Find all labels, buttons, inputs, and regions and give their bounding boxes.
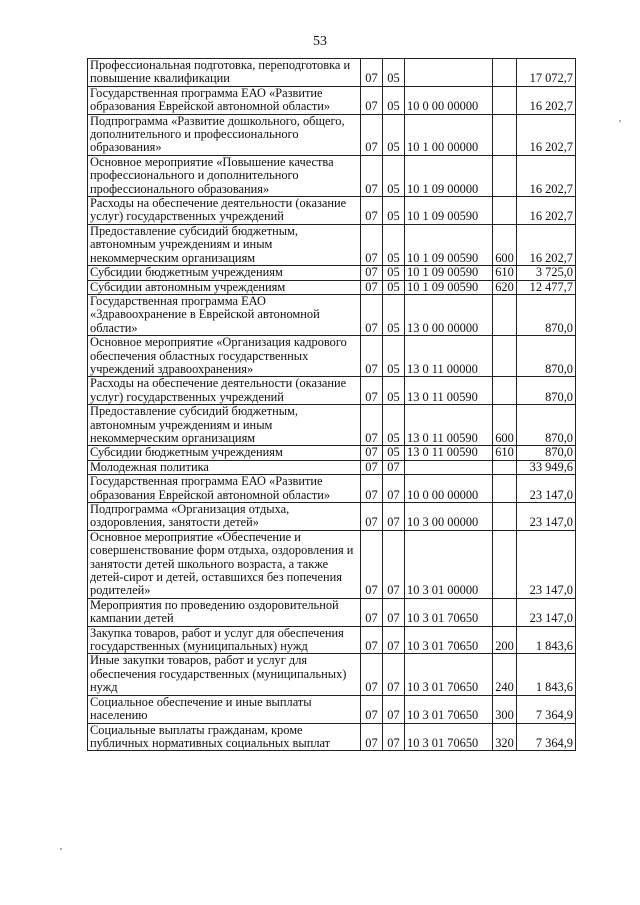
row-section-cell: 07: [361, 723, 383, 751]
row-amount-cell: 33 949,6: [517, 460, 576, 474]
table-row: [88, 626, 576, 654]
row-target-article-cell: 13 0 11 00000: [405, 336, 493, 377]
row-subsection-cell: 05: [383, 266, 405, 280]
table-row: [88, 336, 576, 377]
row-amount-cell: 870,0: [517, 405, 576, 446]
row-subsection-cell: 07: [383, 475, 405, 503]
row-section-cell: 07: [361, 197, 383, 225]
row-target-article-cell: 13 0 11 00590: [405, 377, 493, 405]
row-name-cell: Основное мероприятие «Повышение качества профессионального и дополнительного профессионального образования»: [88, 155, 361, 196]
row-amount-cell: 1 843,6: [517, 626, 576, 654]
row-subsection-cell: 07: [383, 598, 405, 626]
row-section-cell: 07: [361, 114, 383, 155]
row-section-cell: 07: [361, 294, 383, 335]
row-amount-cell: 23 147,0: [517, 598, 576, 626]
row-target-article-cell: 10 0 00 00000: [405, 475, 493, 503]
row-target-article-cell: 10 3 01 70650: [405, 723, 493, 751]
row-section-cell: 07: [361, 266, 383, 280]
table-row: [88, 197, 576, 225]
row-expense-type-cell: [493, 59, 517, 87]
table-row: [88, 405, 576, 446]
row-subsection-cell: 05: [383, 377, 405, 405]
row-name-cell: Иные закупки товаров, работ и услуг для обеспечения государственных (муниципальных) нужд: [88, 654, 361, 695]
table-row: [88, 86, 576, 114]
row-subsection-cell: 05: [383, 280, 405, 294]
row-expense-type-cell: 600: [493, 224, 517, 265]
row-subsection-cell: 05: [383, 197, 405, 225]
row-section-cell: 07: [361, 377, 383, 405]
row-target-article-cell: 13 0 11 00590: [405, 446, 493, 460]
row-subsection-cell: 07: [383, 723, 405, 751]
row-expense-type-cell: [493, 377, 517, 405]
row-section-cell: 07: [361, 86, 383, 114]
row-section-cell: 07: [361, 460, 383, 474]
row-target-article-cell: 10 1 09 00000: [405, 155, 493, 196]
budget-table: [87, 58, 576, 751]
row-expense-type-cell: [493, 475, 517, 503]
row-expense-type-cell: 610: [493, 446, 517, 460]
row-expense-type-cell: [493, 336, 517, 377]
row-name-cell: Государственная программа ЕАО «Здравоохранение в Еврейской автономной области»: [88, 294, 361, 335]
row-subsection-cell: 05: [383, 294, 405, 335]
scan-speck: [60, 848, 62, 850]
scan-speck: [619, 120, 621, 122]
row-target-article-cell: 10 3 01 70650: [405, 654, 493, 695]
row-name-cell: Закупка товаров, работ и услуг для обеспечения государственных (муниципальных) нужд: [88, 626, 361, 654]
row-name-cell: Государственная программа ЕАО «Развитие образования Еврейской автономной области»: [88, 86, 361, 114]
row-expense-type-cell: [493, 598, 517, 626]
row-expense-type-cell: 600: [493, 405, 517, 446]
row-target-article-cell: 10 3 01 70650: [405, 626, 493, 654]
table-row: [88, 695, 576, 723]
table-row: [88, 530, 576, 598]
row-target-article-cell: 10 3 01 70650: [405, 695, 493, 723]
row-expense-type-cell: [493, 503, 517, 531]
row-expense-type-cell: 320: [493, 723, 517, 751]
row-amount-cell: 17 072,7: [517, 59, 576, 87]
row-section-cell: 07: [361, 654, 383, 695]
row-name-cell: Подпрограмма «Организация отдыха, оздоровления, занятости детей»: [88, 503, 361, 531]
row-expense-type-cell: 200: [493, 626, 517, 654]
row-name-cell: Государственная программа ЕАО «Развитие образования Еврейской автономной области»: [88, 475, 361, 503]
row-section-cell: 07: [361, 475, 383, 503]
row-amount-cell: 16 202,7: [517, 155, 576, 196]
row-target-article-cell: 10 1 09 00590: [405, 280, 493, 294]
row-target-article-cell: [405, 59, 493, 87]
row-subsection-cell: 05: [383, 224, 405, 265]
row-subsection-cell: 07: [383, 530, 405, 598]
row-amount-cell: 16 202,7: [517, 86, 576, 114]
table-row: [88, 475, 576, 503]
row-section-cell: 07: [361, 280, 383, 294]
table-row: [88, 460, 576, 474]
row-target-article-cell: 10 3 00 00000: [405, 503, 493, 531]
row-name-cell: Основное мероприятие «Организация кадрового обеспечения областных государственных учреждений здравоохранения»: [88, 336, 361, 377]
budget-table-body: [88, 59, 576, 751]
row-amount-cell: 1 843,6: [517, 654, 576, 695]
table-row: [88, 224, 576, 265]
row-target-article-cell: 10 0 00 00000: [405, 86, 493, 114]
row-expense-type-cell: [493, 155, 517, 196]
row-name-cell: Предоставление субсидий бюджетным, автономным учреждениям и иным некоммерческим организациям: [88, 405, 361, 446]
row-name-cell: Мероприятия по проведению оздоровительной кампании детей: [88, 598, 361, 626]
row-subsection-cell: 05: [383, 86, 405, 114]
table-row: [88, 446, 576, 460]
row-section-cell: 07: [361, 446, 383, 460]
row-expense-type-cell: [493, 530, 517, 598]
row-name-cell: Субсидии автономным учреждениям: [88, 280, 361, 294]
row-section-cell: 07: [361, 155, 383, 196]
row-subsection-cell: 05: [383, 405, 405, 446]
row-expense-type-cell: 620: [493, 280, 517, 294]
row-subsection-cell: 05: [383, 446, 405, 460]
table-row: [88, 59, 576, 87]
row-section-cell: 07: [361, 405, 383, 446]
row-target-article-cell: 10 1 00 00000: [405, 114, 493, 155]
row-section-cell: 07: [361, 695, 383, 723]
row-subsection-cell: 07: [383, 503, 405, 531]
row-expense-type-cell: [493, 86, 517, 114]
row-subsection-cell: 05: [383, 155, 405, 196]
table-row: [88, 723, 576, 751]
row-amount-cell: 3 725,0: [517, 266, 576, 280]
row-target-article-cell: 13 0 00 00000: [405, 294, 493, 335]
row-name-cell: Субсидии бюджетным учреждениям: [88, 446, 361, 460]
row-amount-cell: 870,0: [517, 446, 576, 460]
row-name-cell: Подпрограмма «Развитие дошкольного, общего, дополнительного и профессионального образования»: [88, 114, 361, 155]
row-section-cell: 07: [361, 530, 383, 598]
row-amount-cell: 7 364,9: [517, 695, 576, 723]
row-expense-type-cell: 240: [493, 654, 517, 695]
row-section-cell: 07: [361, 503, 383, 531]
row-subsection-cell: 07: [383, 460, 405, 474]
table-row: [88, 294, 576, 335]
row-name-cell: Основное мероприятие «Обеспечение и совершенствование форм отдыха, оздоровления и занятости детей школьного возраста, а также детей-сирот и детей, оставшихся без попечения родителей»: [88, 530, 361, 598]
row-amount-cell: 16 202,7: [517, 114, 576, 155]
table-row: [88, 280, 576, 294]
row-amount-cell: 870,0: [517, 377, 576, 405]
row-name-cell: Расходы на обеспечение деятельности (оказание услуг) государственных учреждений: [88, 197, 361, 225]
row-target-article-cell: 13 0 11 00590: [405, 405, 493, 446]
row-subsection-cell: 07: [383, 695, 405, 723]
row-name-cell: Социальное обеспечение и иные выплаты населению: [88, 695, 361, 723]
row-expense-type-cell: [493, 114, 517, 155]
row-expense-type-cell: [493, 294, 517, 335]
table-row: [88, 654, 576, 695]
row-subsection-cell: 05: [383, 114, 405, 155]
page-number: 53: [313, 34, 327, 49]
row-section-cell: 07: [361, 59, 383, 87]
row-target-article-cell: 10 1 09 00590: [405, 266, 493, 280]
row-amount-cell: 870,0: [517, 294, 576, 335]
row-section-cell: 07: [361, 224, 383, 265]
row-target-article-cell: 10 3 01 70650: [405, 598, 493, 626]
row-expense-type-cell: [493, 197, 517, 225]
row-expense-type-cell: 300: [493, 695, 517, 723]
row-amount-cell: 870,0: [517, 336, 576, 377]
row-section-cell: 07: [361, 336, 383, 377]
row-subsection-cell: 05: [383, 59, 405, 87]
row-section-cell: 07: [361, 598, 383, 626]
row-name-cell: Предоставление субсидий бюджетным, автономным учреждениям и иным некоммерческим организациям: [88, 224, 361, 265]
table-row: [88, 155, 576, 196]
row-amount-cell: 23 147,0: [517, 475, 576, 503]
row-name-cell: Профессиональная подготовка, переподготовка и повышение квалификации: [88, 59, 361, 87]
row-name-cell: Социальные выплаты гражданам, кроме публичных нормативных социальных выплат: [88, 723, 361, 751]
row-amount-cell: 23 147,0: [517, 503, 576, 531]
row-amount-cell: 7 364,9: [517, 723, 576, 751]
table-row: [88, 503, 576, 531]
table-row: [88, 114, 576, 155]
row-name-cell: Расходы на обеспечение деятельности (оказание услуг) государственных учреждений: [88, 377, 361, 405]
row-target-article-cell: 10 1 09 00590: [405, 224, 493, 265]
row-subsection-cell: 05: [383, 336, 405, 377]
row-amount-cell: 16 202,7: [517, 197, 576, 225]
row-name-cell: Молодежная политика: [88, 460, 361, 474]
row-expense-type-cell: 610: [493, 266, 517, 280]
row-target-article-cell: 10 1 09 00590: [405, 197, 493, 225]
row-target-article-cell: 10 3 01 00000: [405, 530, 493, 598]
table-row: [88, 266, 576, 280]
table-row: [88, 598, 576, 626]
row-section-cell: 07: [361, 626, 383, 654]
row-amount-cell: 16 202,7: [517, 224, 576, 265]
table-row: [88, 377, 576, 405]
row-expense-type-cell: [493, 460, 517, 474]
row-amount-cell: 12 477,7: [517, 280, 576, 294]
row-name-cell: Субсидии бюджетным учреждениям: [88, 266, 361, 280]
row-target-article-cell: [405, 460, 493, 474]
row-subsection-cell: 07: [383, 654, 405, 695]
row-subsection-cell: 07: [383, 626, 405, 654]
row-amount-cell: 23 147,0: [517, 530, 576, 598]
